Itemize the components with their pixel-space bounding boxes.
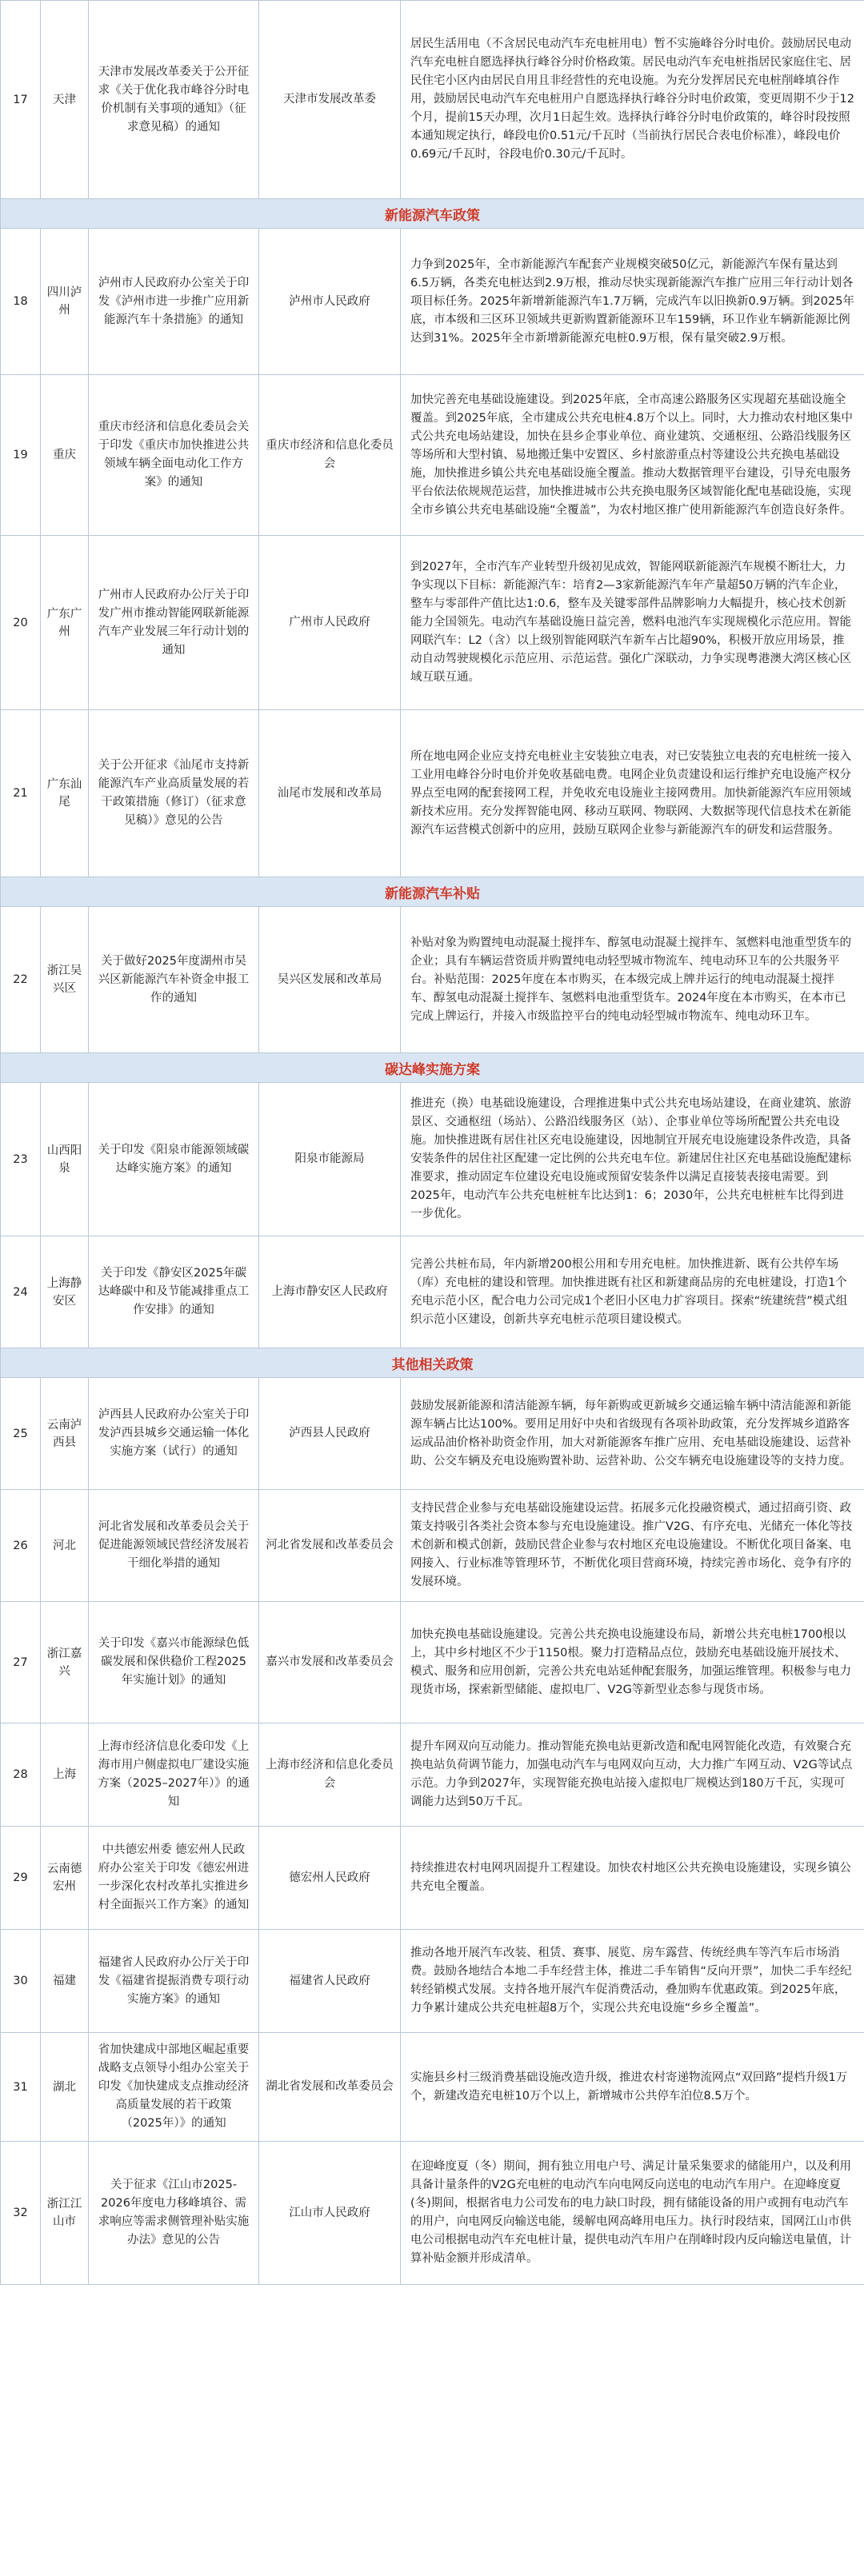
row-region: 浙江吴兴区: [41, 907, 89, 1053]
policy-table-body: [1, 1, 864, 2285]
row-department: 嘉兴市发展和改革委员会: [259, 1602, 401, 1723]
row-document-title: 关于印发《阳泉市能源领域碳达峰实施方案》的通知: [89, 1083, 259, 1236]
row-number: 31: [1, 2033, 41, 2142]
row-number: 17: [1, 1, 41, 199]
row-number: 21: [1, 710, 41, 877]
row-document-title: 泸州市人民政府办公室关于印发《泸州市进一步推广应用新能源汽车十条措施》的通知: [89, 229, 259, 375]
row-region: 重庆: [41, 375, 89, 536]
table-row: [1, 1, 864, 199]
row-number: 30: [1, 1930, 41, 2033]
row-number: 20: [1, 536, 41, 710]
row-number: 18: [1, 229, 41, 375]
row-region: 四川泸州: [41, 229, 89, 375]
row-department: 江山市人民政府: [259, 2142, 401, 2285]
table-row: [1, 907, 864, 1053]
row-content: 居民生活用电（不含居民电动汽车充电桩用电）暂不实施峰谷分时电价。鼓励居民电动汽车充电桩自愿选择执行峰谷分时价格政策。居民电动汽车充电桩指居民家庭住宅、居民住宅小区内由居民自用且非经营性的充电设施。为充分发挥居民充电桩削峰填谷作用，鼓励居民电动汽车充电桩用户自愿选择执行峰谷分时电价政策，变更周期不少于12个月，提前15天办理，次月1日起生效。选择执行峰谷分时电价政策的，峰谷时段按照本通知规定执行，峰段电价0.51元/千瓦时（当前执行居民合表电价标准），峰段电价0.69元/千瓦时，谷段电价0.30元/千瓦时。: [401, 1, 864, 199]
row-region: 广东汕尾: [41, 710, 89, 877]
section-heading: 碳达峰实施方案: [1, 1053, 864, 1083]
row-document-title: 中共德宏州委 德宏州人民政府办公室关于印发《德宏州进一步深化农村改革扎实推进乡村全面振兴工作方案》的通知: [89, 1827, 259, 1930]
row-region: 浙江嘉兴: [41, 1602, 89, 1723]
row-document-title: 泸西县人民政府办公室关于印发泸西县城乡交通运输一体化实施方案（试行）的通知: [89, 1378, 259, 1490]
table-row: [1, 536, 864, 710]
row-number: 27: [1, 1602, 41, 1723]
row-department: 汕尾市发展和改革局: [259, 710, 401, 877]
row-content: 推动各地开展汽车改装、租赁、赛事、展览、房车露营、传统经典车等汽车后市场消费。鼓励各地结合本地二手车经营主体，推进二手车销售“反向开票”，加快二手车经纪转经销模式发展。支持各地开展汽车促消费活动，叠加购车优惠政策。到2025年底，力争累计建成公共充电桩超8万个，实现公共充电设施“乡乡全覆盖”。: [401, 1930, 864, 2033]
table-row: [1, 1083, 864, 1236]
row-document-title: 关于印发《嘉兴市能源绿色低碳发展和保供稳价工程2025年实施计划》的通知: [89, 1602, 259, 1723]
row-document-title: 天津市发展改革委关于公开征求《关于优化我市峰谷分时电价机制有关事项的通知》（征求意见稿）的通知: [89, 1, 259, 199]
row-content: 实施县乡村三级消费基础设施改造升级，推进农村寄递物流网点“双回路”提档升级1万个，新建改造充电桩10万个以上，新增城市公共停车泊位8.5万个。: [401, 2033, 864, 2142]
row-department: 泸州市人民政府: [259, 229, 401, 375]
row-region: 云南德宏州: [41, 1827, 89, 1930]
row-document-title: 关于征求《江山市2025-2026年度电力移峰填谷、需求响应等需求侧管理补贴实施办法》意见的公告: [89, 2142, 259, 2285]
row-content: 补贴对象为购置纯电动混凝土搅拌车、醇氢电动混凝土搅拌车、氢燃料电池重型货车的企业；具有车辆运营资质并购置纯电动轻型城市物流车、纯电动环卫车的公共服务平台。补贴范围：2025年度在本市购买，在本级完成上牌并运行的纯电动混凝土搅拌车、醇氢电动混凝土搅拌车、氢燃料电池重型货车。2024年度在本市购买，在本市已完成上牌运行，并接入市级监控平台的纯电动轻型城市物流车、纯电动环卫车。: [401, 907, 864, 1053]
row-department: 湖北省发展和改革委员会: [259, 2033, 401, 2142]
row-department: 阳泉市能源局: [259, 1083, 401, 1236]
section-heading-row: [1, 877, 864, 907]
row-document-title: 河北省发展和改革委员会关于促进能源领域民营经济发展若干细化举措的通知: [89, 1490, 259, 1602]
row-content: 加快充换电基础设施建设。完善公共充换电设施建设布局，新增公共充电桩1700根以上，其中乡村地区不少于1150根。聚力打造精品点位，鼓励充电基础设施开展技术、模式、服务和应用创新，完善公共充电站延伸配套服务，加强运维管理。积极参与电力现货市场，探索新型储能、虚拟电厂、V2G等新型业态参与现货市场。: [401, 1602, 864, 1723]
section-heading: 其他相关政策: [1, 1348, 864, 1378]
row-number: 26: [1, 1490, 41, 1602]
row-department: 天津市发展改革委: [259, 1, 401, 199]
row-content: 所在地电网企业应支持充电桩业主安装独立电表，对已安装独立电表的充电桩统一接入工业用电峰谷分时电价并免收基础电费。电网企业负责建设和运行维护充电设施产权分界点至电网的配套接网工程，并免收充电设施业主接网费用。加快新能源汽车应用领域新技术应用。充分发挥智能电网、移动互联网、物联网、大数据等现代信息技术在新能源汽车运营模式创新中的应用，鼓励互联网企业参与新能源汽车的研发和运营服务。: [401, 710, 864, 877]
row-document-title: 关于做好2025年度湖州市吴兴区新能源汽车补资金申报工作的通知: [89, 907, 259, 1053]
row-content: 完善公共桩布局，年内新增200根公用和专用充电桩。加快推进新、既有公共停车场（库）充电桩的建设和管理。加快推进既有社区和新建商品房的充电桩建设，打造1个充电示范小区，配合电力公司完成1个老旧小区电力扩容项目。探索“统建统营”模式组织示范小区建设，创新共享充电桩示范项目建设模式。: [401, 1236, 864, 1348]
row-number: 23: [1, 1083, 41, 1236]
table-row: [1, 1236, 864, 1348]
section-heading-row: [1, 1348, 864, 1378]
row-department: 泸西县人民政府: [259, 1378, 401, 1490]
row-department: 德宏州人民政府: [259, 1827, 401, 1930]
row-document-title: 上海市经济信息化委印发《上海市用户侧虚拟电厂建设实施方案（2025–2027年）》的通知: [89, 1723, 259, 1827]
table-row: [1, 375, 864, 536]
row-content: 推进充（换）电基础设施建设，合理推进集中式公共充电场站建设，在商业建筑、旅游景区、交通枢纽（场站）、公路沿线服务区（站）、企事业单位等场所配置公共充电设施。加快推进既有居住社区充电设施建设，因地制宜开展充电设施建设条件改造，具备安装条件的居住社区配建一定比例的公共充电车位。新建居住社区充电基础设施配建标准要求，推动固定车位建设充电设施或预留安装条件以满足直接装表接电需要。到2025年，电动汽车公共充电桩桩车比达到1：6；2030年，公共充电桩桩车比得到进一步优化。: [401, 1083, 864, 1236]
table-row: [1, 1378, 864, 1490]
row-content: 鼓励发展新能源和清洁能源车辆，每年新购或更新城乡交通运输车辆中清洁能源和新能源车辆占比达100%。要用足用好中央和省级现有各项补助政策，充分发挥城乡道路客运成品油价格补助资金作用，加大对新能源客车推广应用、充电基础设施建设、运营补助、公交车辆及充电设施购置补助、运营补助、公交车辆充电设施建设等的支持力度。: [401, 1378, 864, 1490]
row-region: 福建: [41, 1930, 89, 2033]
row-document-title: 关于公开征求《汕尾市支持新能源汽车产业高质量发展的若干政策措施（修订）（征求意见稿）》意见的公告: [89, 710, 259, 877]
table-row: [1, 1602, 864, 1723]
row-number: 29: [1, 1827, 41, 1930]
row-content: 提升车网双向互动能力。推动智能充换电站更新改造和配电网智能化改造，有效聚合充换电站负荷调节能力，加强电动汽车与电网双向互动，大力推广车网互动、V2G等试点示范。力争到2027年，实现智能充换电站接入虚拟电厂规模达到180万千瓦，实现可调能力达到50万千瓦。: [401, 1723, 864, 1827]
table-row: [1, 1723, 864, 1827]
row-department: 广州市人民政府: [259, 536, 401, 710]
row-department: 上海市静安区人民政府: [259, 1236, 401, 1348]
row-region: 上海静安区: [41, 1236, 89, 1348]
row-region: 河北: [41, 1490, 89, 1602]
row-department: 上海市经济和信息化委员会: [259, 1723, 401, 1827]
row-document-title: 省加快建成中部地区崛起重要战略支点领导小组办公室关于印发《加快建成支点推动经济高质量发展的若干政策（2025年）》的通知: [89, 2033, 259, 2142]
row-region: 天津: [41, 1, 89, 199]
row-department: 河北省发展和改革委员会: [259, 1490, 401, 1602]
table-row: [1, 1827, 864, 1930]
row-document-title: 福建省人民政府办公厅关于印发《福建省提振消费专项行动实施方案》的通知: [89, 1930, 259, 2033]
section-heading-row: [1, 1053, 864, 1083]
row-document-title: 广州市人民政府办公厅关于印发广州市推动智能网联新能源汽车产业发展三年行动计划的通知: [89, 536, 259, 710]
row-department: 福建省人民政府: [259, 1930, 401, 2033]
table-row: [1, 1930, 864, 2033]
row-region: 浙江江山市: [41, 2142, 89, 2285]
row-content: 力争到2025年，全市新能源汽车配套产业规模突破50亿元，新能源汽车保有量达到6.5万辆，各类充电桩达到2.9万根，推动尽快实现新能源汽车推广应用三年行动计划各项目标任务。2025年新增新能源汽车1.7万辆，完成汽车以旧换新0.9万辆。到2025年底，市本级和三区环卫领域共更新购置新能源环卫车159辆，环卫作业车辆新能源比例达到31%。2025年全市新增新能源充电桩0.9万根，保有量突破2.9万根。: [401, 229, 864, 375]
row-number: 24: [1, 1236, 41, 1348]
table-row: [1, 2033, 864, 2142]
row-content: 加快完善充电基础设施建设。到2025年底，全市高速公路服务区实现超充基础设施全覆盖。到2025年底，全市建成公共充电桩4.8万个以上。同时，大力推动农村地区集中式公共充电场站建设，加快在县乡企事业单位、商业建筑、交通枢纽、公路沿线服务区等场所和大型村镇、易地搬迁集中安置区、乡村旅游重点村等建设公共充换电基础设施，加快推进乡镇公共充电基础设施全覆盖。推动大数据管理平台建设，引导充电服务平台依法依规规范运营，加快推进城市公共充换电服务区域智能化配电基础设施，实现全市乡镇公共充电基础设施“全覆盖”，为农村地区推广使用新能源汽车创造良好条件。: [401, 375, 864, 536]
table-row: [1, 710, 864, 877]
row-department: 重庆市经济和信息化委员会: [259, 375, 401, 536]
row-number: 28: [1, 1723, 41, 1827]
row-content: 在迎峰度夏（冬）期间，拥有独立用电户号、满足计量采集要求的储能用户，以及利用具备计量条件的V2G充电桩的电动汽车向电网反向送电的电动汽车用户。在迎峰度夏(冬)期间，根据省电力公司发布的电力缺口时段，拥有储能设备的用户或拥有电动汽车的用户，向电网反向输送电能，缓解电网高峰用电压力。执行时段结束，国网江山市供电公司根据电动汽车充电桩计量，提供电动汽车用户在削峰时段内反向输送电量值，计算补贴金额并形成清单。: [401, 2142, 864, 2285]
section-heading: 新能源汽车补贴: [1, 877, 864, 907]
row-number: 32: [1, 2142, 41, 2285]
row-content: 到2027年，全市汽车产业转型升级初见成效，智能网联新能源汽车规模不断壮大，力争实现以下目标：新能源汽车：培育2—3家新能源汽车年产量超50万辆的汽车企业，整车与零部件产值比达1:0.6，整车及关键零部件品牌影响力大幅提升，核心技术创新能力全国领先。电动汽车基础设施日益完善，燃料电池汽车实现规模化示范应用。智能网联汽车：L2（含）以上级别智能网联汽车新车占比超90%，积极开放应用场景，推动自动驾驶规模化示范应用、示范运营。强化广深联动，力争实现粤港澳大湾区核心区域互联互通。: [401, 536, 864, 710]
section-heading: 新能源汽车政策: [1, 199, 864, 229]
table-row: [1, 2142, 864, 2285]
row-content: 支持民营企业参与充电基础设施建设运营。拓展多元化投融资模式，通过招商引资、政策支持吸引各类社会资本参与充电设施建设。推广V2G、有序充电、光储充一体化等技术创新和模式创新，鼓励民营企业参与农村地区充电设施建设。不断优化项目备案、电网接入、行业标准等管理环节，不断优化项目营商环境，持续完善市场化、竞争有序的发展环境。: [401, 1490, 864, 1602]
row-content: 持续推进农村电网巩固提升工程建设。加快农村地区公共充换电设施建设，实现乡镇公共充电全覆盖。: [401, 1827, 864, 1930]
row-department: 吴兴区发展和改革局: [259, 907, 401, 1053]
row-number: 19: [1, 375, 41, 536]
row-number: 25: [1, 1378, 41, 1490]
row-region: 山西阳泉: [41, 1083, 89, 1236]
section-heading-row: [1, 199, 864, 229]
row-region: 湖北: [41, 2033, 89, 2142]
row-region: 广东广州: [41, 536, 89, 710]
table-row: [1, 1490, 864, 1602]
row-number: 22: [1, 907, 41, 1053]
table-row: [1, 229, 864, 375]
row-document-title: 重庆市经济和信息化委员会关于印发《重庆市加快推进公共领域车辆全面电动化工作方案》的通知: [89, 375, 259, 536]
row-region: 上海: [41, 1723, 89, 1827]
row-document-title: 关于印发《静安区2025年碳达峰碳中和及节能减排重点工作安排》的通知: [89, 1236, 259, 1348]
row-region: 云南泸西县: [41, 1378, 89, 1490]
